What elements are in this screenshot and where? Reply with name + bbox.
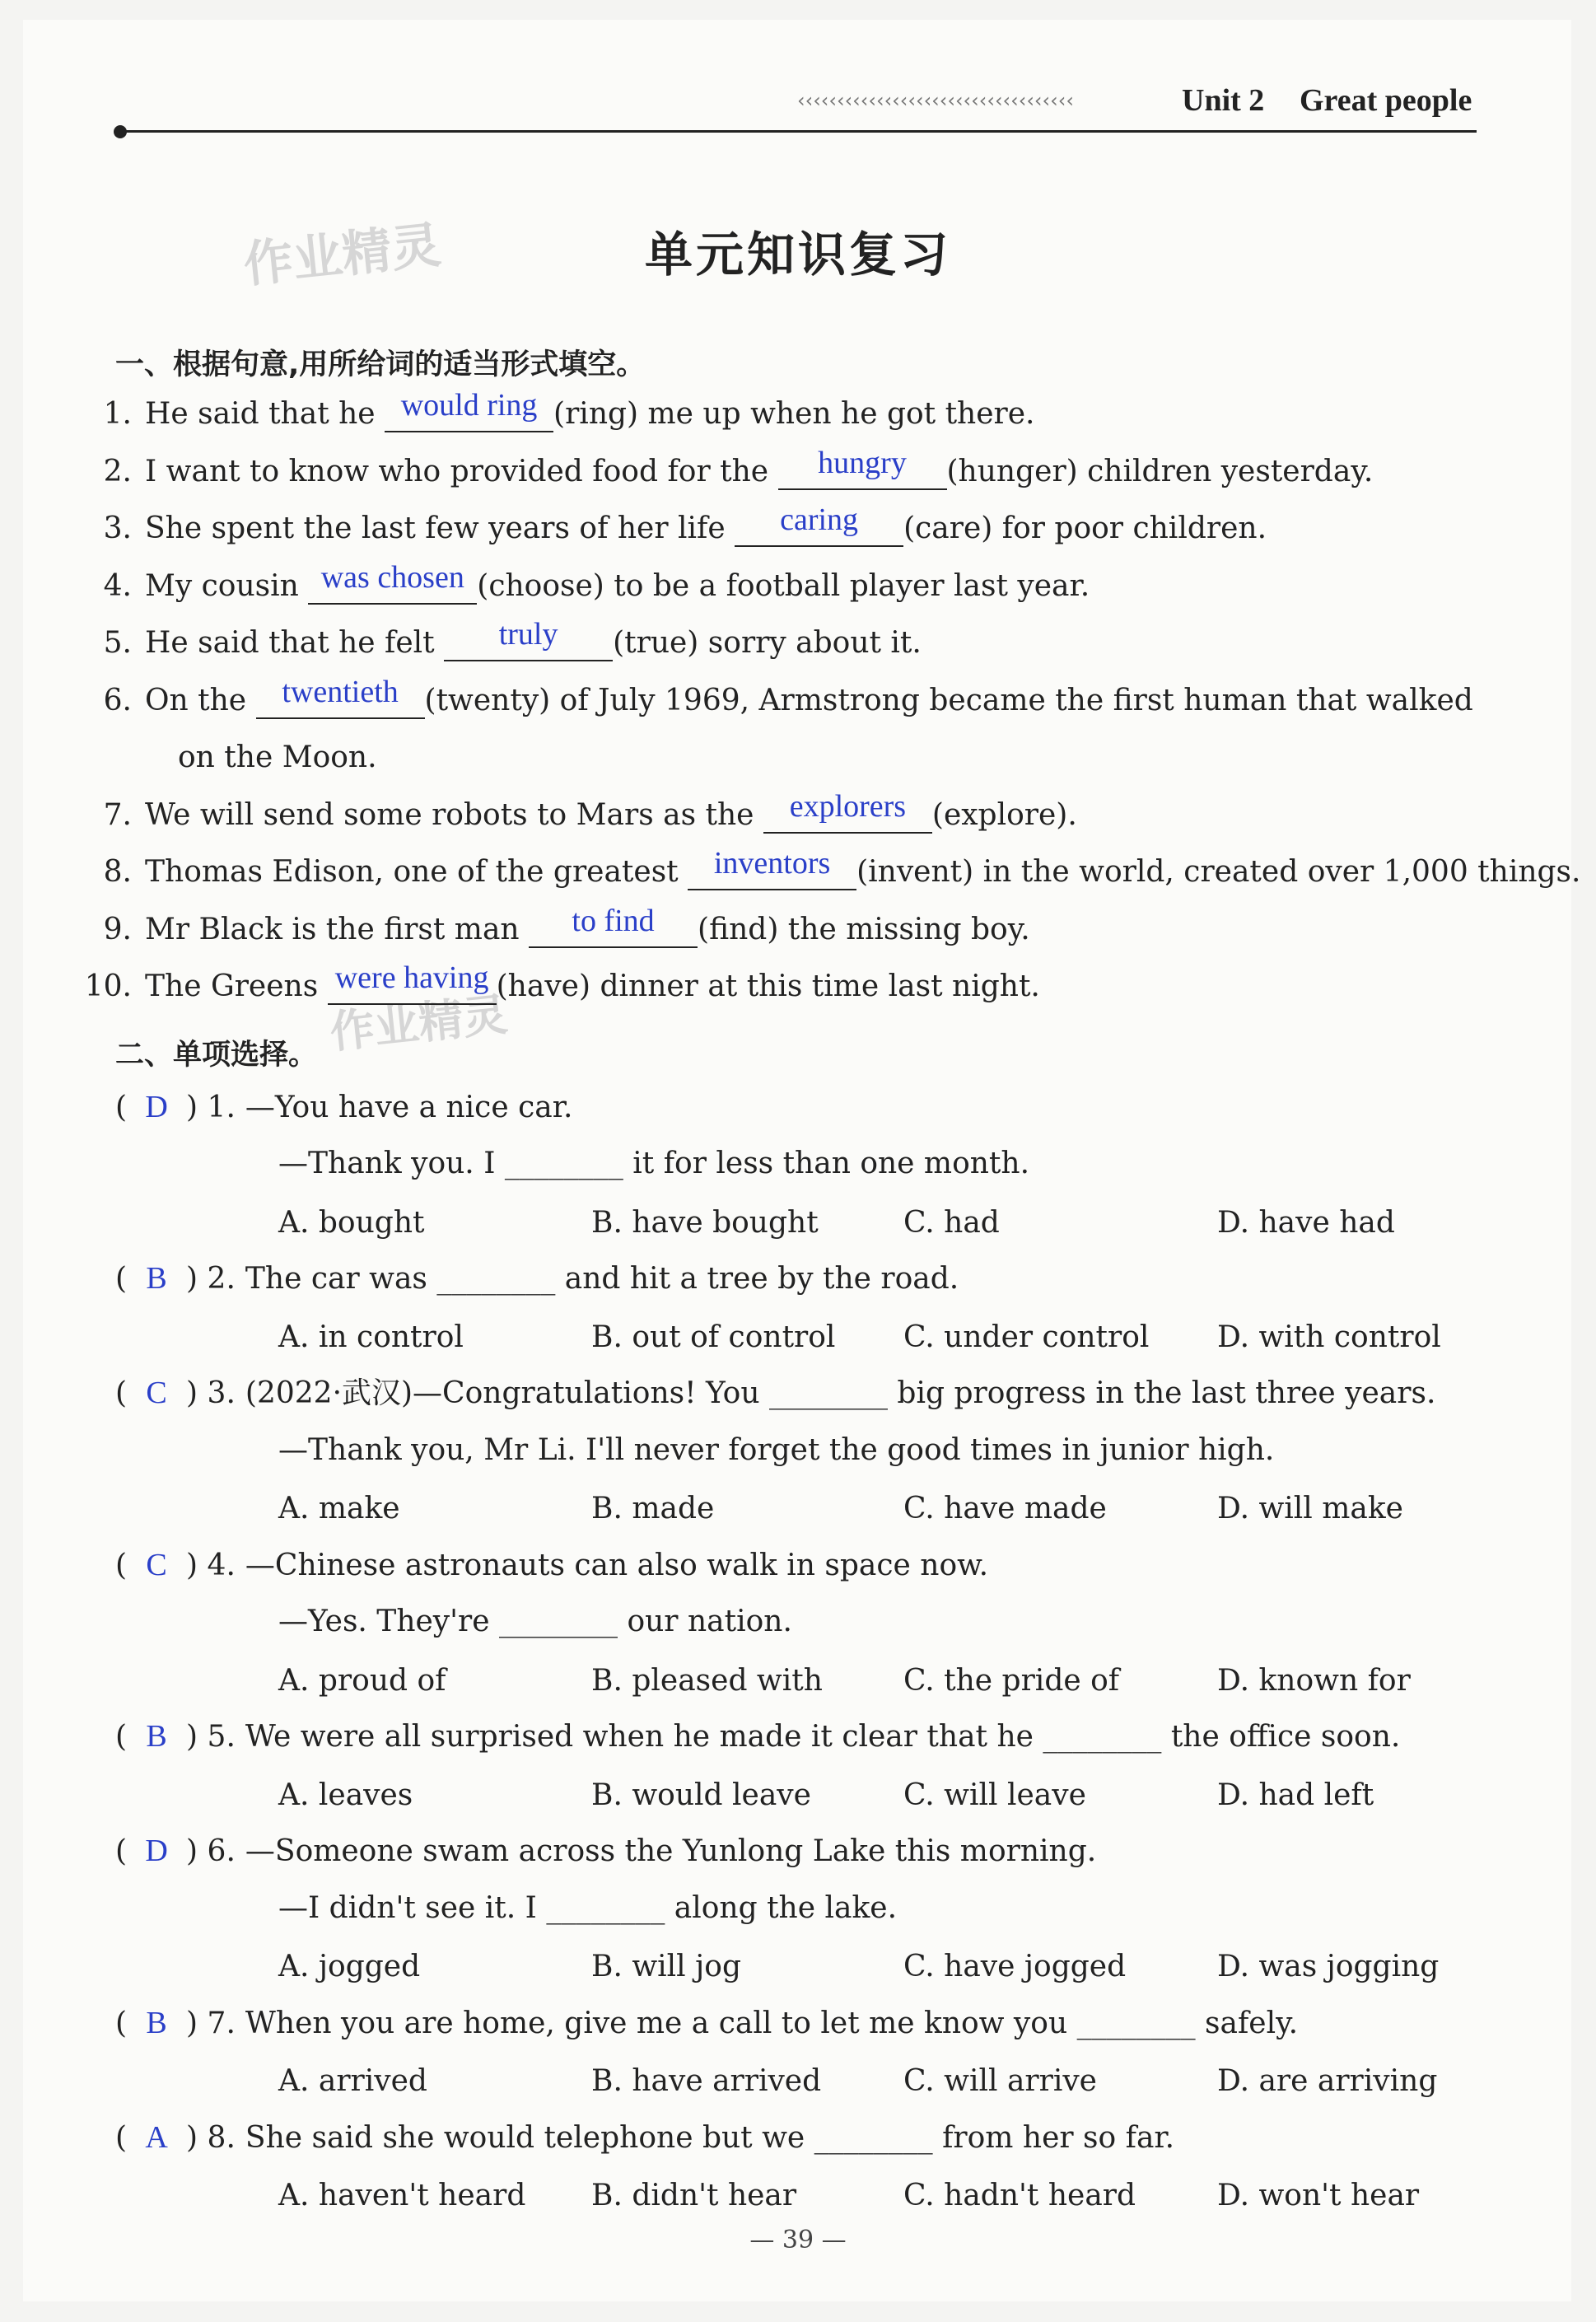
fill-in-item xyxy=(82,903,1030,951)
item-number: 9. xyxy=(103,912,132,946)
handwritten-answer: was chosen xyxy=(320,559,464,595)
answer-blank[interactable] xyxy=(529,903,698,948)
question-text: —Chinese astronauts can also walk in space now. xyxy=(245,1548,989,1582)
handwritten-answer: were having xyxy=(334,960,489,995)
item-text: Mr Black is the first man xyxy=(145,912,530,946)
question-text: When you are home, give me a call to let me know you ________ safely. xyxy=(245,2006,1299,2040)
page-number: — 39 — xyxy=(749,2226,847,2254)
answer-option[interactable]: C. had xyxy=(903,1205,1000,1240)
answer-option[interactable]: A. make xyxy=(278,1492,400,1525)
fill-in-item xyxy=(82,617,922,664)
header-unit: Unit 2 xyxy=(1182,83,1265,118)
item-text: (true) sorry about it. xyxy=(613,626,922,660)
item-text: (care) for poor children. xyxy=(903,512,1267,545)
watermark-logo: 作业精灵 xyxy=(240,216,444,295)
answer-blank[interactable] xyxy=(688,846,856,890)
item-text: We will send some robots to Mars as the xyxy=(145,797,763,832)
item-number: 6. xyxy=(103,683,132,717)
answer-option[interactable]: B. out of control xyxy=(591,1320,836,1354)
answer-option[interactable]: D. won't hear xyxy=(1217,2179,1420,2212)
item-text: The Greens xyxy=(145,969,328,1003)
paren-close: ) xyxy=(186,1548,208,1582)
answer-option[interactable]: C. have jogged xyxy=(903,1950,1127,1983)
paren-open: ( xyxy=(115,1090,128,1124)
question-text: —Someone swam across the Yunlong Lake this morning. xyxy=(245,1834,1097,1868)
question-number: 6. xyxy=(207,1834,236,1868)
item-text-continued: on the Moon. xyxy=(178,741,377,774)
item-text: On the xyxy=(145,683,256,717)
item-text: (have) dinner at this time last night. xyxy=(496,969,1040,1003)
question-text: (2022·武汉)—Congratulations! You ________ big progress in the last three years. xyxy=(245,1376,1436,1410)
question-number: 5. xyxy=(207,1720,236,1754)
handwritten-answer: hungry xyxy=(818,445,907,480)
answer-option[interactable]: D. was jogging xyxy=(1217,1950,1440,1983)
item-text: (explore). xyxy=(931,797,1077,832)
paren-close: ) xyxy=(186,1262,208,1296)
paren-open: ( xyxy=(115,1262,128,1296)
paren-open: ( xyxy=(115,1834,128,1868)
answer-blank[interactable] xyxy=(735,502,903,547)
answer-option[interactable]: C. under control xyxy=(903,1320,1150,1354)
answer-option[interactable]: B. have arrived xyxy=(591,2064,822,2098)
paren-open: ( xyxy=(115,2120,128,2155)
question-text: We were all surprised when he made it clear that he ________ the office soon. xyxy=(245,1720,1401,1754)
fill-in-item xyxy=(82,502,1267,549)
paren-open: ( xyxy=(115,1548,128,1582)
question-number: 4. xyxy=(207,1548,236,1582)
answer-option[interactable]: A. bought xyxy=(278,1205,425,1240)
fill-in-item xyxy=(82,674,1473,722)
answer-option[interactable]: D. had left xyxy=(1217,1778,1374,1812)
handwritten-choice[interactable]: C xyxy=(146,1376,167,1410)
answer-blank[interactable] xyxy=(308,559,477,605)
answer-option[interactable]: B. made xyxy=(591,1492,715,1525)
answer-option[interactable]: A. leaves xyxy=(278,1778,413,1812)
question-number: 1. xyxy=(207,1090,236,1124)
item-number: 4. xyxy=(103,568,132,603)
item-text: I want to know who provided food for the xyxy=(145,454,778,488)
choice-question xyxy=(115,1544,988,1586)
part1-heading: 一、根据句意,用所给词的适当形式填空。 xyxy=(115,348,646,381)
item-text: (hunger) children yesterday. xyxy=(946,454,1374,488)
part2-heading: 二、单项选择。 xyxy=(115,1038,318,1072)
question-number: 2. xyxy=(207,1262,236,1296)
choice-question xyxy=(115,2002,1298,2044)
answer-option[interactable]: A. proud of xyxy=(278,1663,446,1698)
paren-close: ) xyxy=(186,1834,208,1868)
answer-option[interactable]: D. are arriving xyxy=(1217,2064,1438,2098)
answer-blank[interactable] xyxy=(328,960,497,1005)
fill-in-item xyxy=(82,788,1077,836)
answer-option[interactable]: C. the pride of xyxy=(903,1663,1120,1698)
question-text: The car was ________ and hit a tree by the road. xyxy=(245,1262,959,1296)
item-text: (twenty) of July 1969, Armstrong became the first human that walked xyxy=(424,683,1473,717)
fill-in-item xyxy=(82,960,1040,1007)
paren-close: ) xyxy=(186,2006,208,2040)
item-number: 5. xyxy=(103,626,132,660)
item-number: 10. xyxy=(84,969,132,1003)
handwritten-answer: would ring xyxy=(400,388,538,423)
item-text: (ring) me up when he got there. xyxy=(553,397,1035,431)
handwritten-answer: twentieth xyxy=(282,674,399,709)
item-text: Thomas Edison, one of the greatest xyxy=(145,855,688,889)
answer-option[interactable]: C. will leave xyxy=(903,1778,1086,1812)
item-text: (choose) to be a football player last year. xyxy=(477,568,1090,603)
item-number: 8. xyxy=(103,855,132,889)
handwritten-choice[interactable]: B xyxy=(146,1719,167,1754)
paren-open: ( xyxy=(115,1720,128,1754)
answer-option[interactable]: A. in control xyxy=(278,1320,464,1354)
choice-question xyxy=(115,2117,1174,2159)
choice-question xyxy=(115,1830,1096,1872)
item-number: 7. xyxy=(103,797,132,832)
answer-option[interactable]: B. didn't hear xyxy=(591,2179,797,2212)
paren-close: ) xyxy=(186,2120,208,2155)
answer-option[interactable]: D. with control xyxy=(1217,1320,1441,1354)
item-number: 3. xyxy=(103,512,132,545)
question-number: 3. xyxy=(207,1376,236,1410)
answer-blank[interactable] xyxy=(763,788,932,834)
choice-question xyxy=(115,1372,1435,1414)
paren-close: ) xyxy=(186,1090,208,1124)
handwritten-answer: to find xyxy=(572,903,655,938)
answer-option[interactable]: A. arrived xyxy=(278,2064,427,2098)
answer-option[interactable]: D. known for xyxy=(1217,1663,1411,1698)
header-chevrons: ‹‹‹‹‹‹‹‹‹‹‹‹‹‹‹‹‹‹‹‹‹‹‹‹‹‹‹‹‹‹‹‹‹‹‹ xyxy=(797,89,1074,112)
item-text: (invent) in the world, created over 1,000 things. xyxy=(856,855,1581,889)
handwritten-choice[interactable]: A xyxy=(145,2119,168,2155)
handwritten-choice[interactable]: B xyxy=(146,2005,167,2040)
paren-open: ( xyxy=(115,1376,128,1410)
fill-in-item xyxy=(82,388,1035,435)
answer-blank[interactable] xyxy=(778,445,947,490)
handwritten-answer: inventors xyxy=(713,846,831,881)
answer-option[interactable]: A. haven't heard xyxy=(278,2179,526,2212)
item-number: 1. xyxy=(103,397,132,431)
choice-question xyxy=(115,1086,572,1128)
handwritten-choice[interactable]: D xyxy=(145,1834,168,1868)
fill-in-item xyxy=(82,445,1374,493)
answer-blank[interactable] xyxy=(256,674,425,719)
item-number: 2. xyxy=(103,454,132,488)
handwritten-choice[interactable]: D xyxy=(145,1089,168,1124)
answer-option[interactable]: B. will jog xyxy=(591,1950,742,1983)
question-text: —I didn't see it. I ________ along the lake. xyxy=(278,1890,898,1925)
item-text: My cousin xyxy=(145,568,309,603)
answer-blank[interactable] xyxy=(444,617,613,661)
answer-option[interactable]: C. hadn't heard xyxy=(903,2179,1136,2212)
answer-option[interactable]: D. will make xyxy=(1217,1492,1403,1525)
header-rule xyxy=(122,130,1477,133)
question-text: —Thank you. I ________ it for less than one month. xyxy=(278,1147,1030,1180)
question-text: —Thank you, Mr Li. I'll never forget the good times in junior high. xyxy=(278,1432,1275,1467)
answer-option[interactable]: D. have had xyxy=(1217,1205,1395,1240)
handwritten-answer: truly xyxy=(498,617,558,652)
question-text: She said she would telephone but we ________ from her so far. xyxy=(245,2120,1175,2155)
item-text: He said that he felt xyxy=(145,626,445,660)
section-title: 单元知识复习 xyxy=(644,227,951,283)
handwritten-answer: caring xyxy=(780,502,859,537)
paren-open: ( xyxy=(115,2006,128,2040)
paren-close: ) xyxy=(186,1720,208,1754)
question-number: 8. xyxy=(207,2120,236,2155)
choice-question xyxy=(115,1716,1400,1758)
fill-in-item xyxy=(82,846,1581,893)
question-text: —You have a nice car. xyxy=(245,1090,573,1124)
handwritten-choice[interactable]: B xyxy=(146,1261,167,1296)
watermark-logo: 作业精灵 xyxy=(327,988,511,1059)
paren-close: ) xyxy=(186,1376,208,1410)
item-text: She spent the last few years of her life xyxy=(145,512,735,545)
item-text: (find) the missing boy. xyxy=(698,912,1030,946)
fill-in-item xyxy=(82,559,1090,607)
answer-option[interactable]: A. jogged xyxy=(278,1950,421,1983)
handwritten-answer: explorers xyxy=(789,788,907,824)
answer-option[interactable]: B. have bought xyxy=(591,1205,819,1240)
answer-blank[interactable] xyxy=(385,388,553,432)
answer-option[interactable]: B. pleased with xyxy=(591,1663,823,1698)
question-text: —Yes. They're ________ our nation. xyxy=(278,1605,792,1638)
question-number: 7. xyxy=(207,2006,236,2040)
handwritten-choice[interactable]: C xyxy=(146,1547,167,1582)
choice-question xyxy=(115,1258,959,1300)
item-text: He said that he xyxy=(145,397,385,431)
answer-option[interactable]: C. will arrive xyxy=(903,2064,1097,2098)
answer-option[interactable]: B. would leave xyxy=(591,1778,811,1812)
header-title: Great people xyxy=(1300,83,1472,118)
answer-option[interactable]: C. have made xyxy=(903,1492,1107,1525)
